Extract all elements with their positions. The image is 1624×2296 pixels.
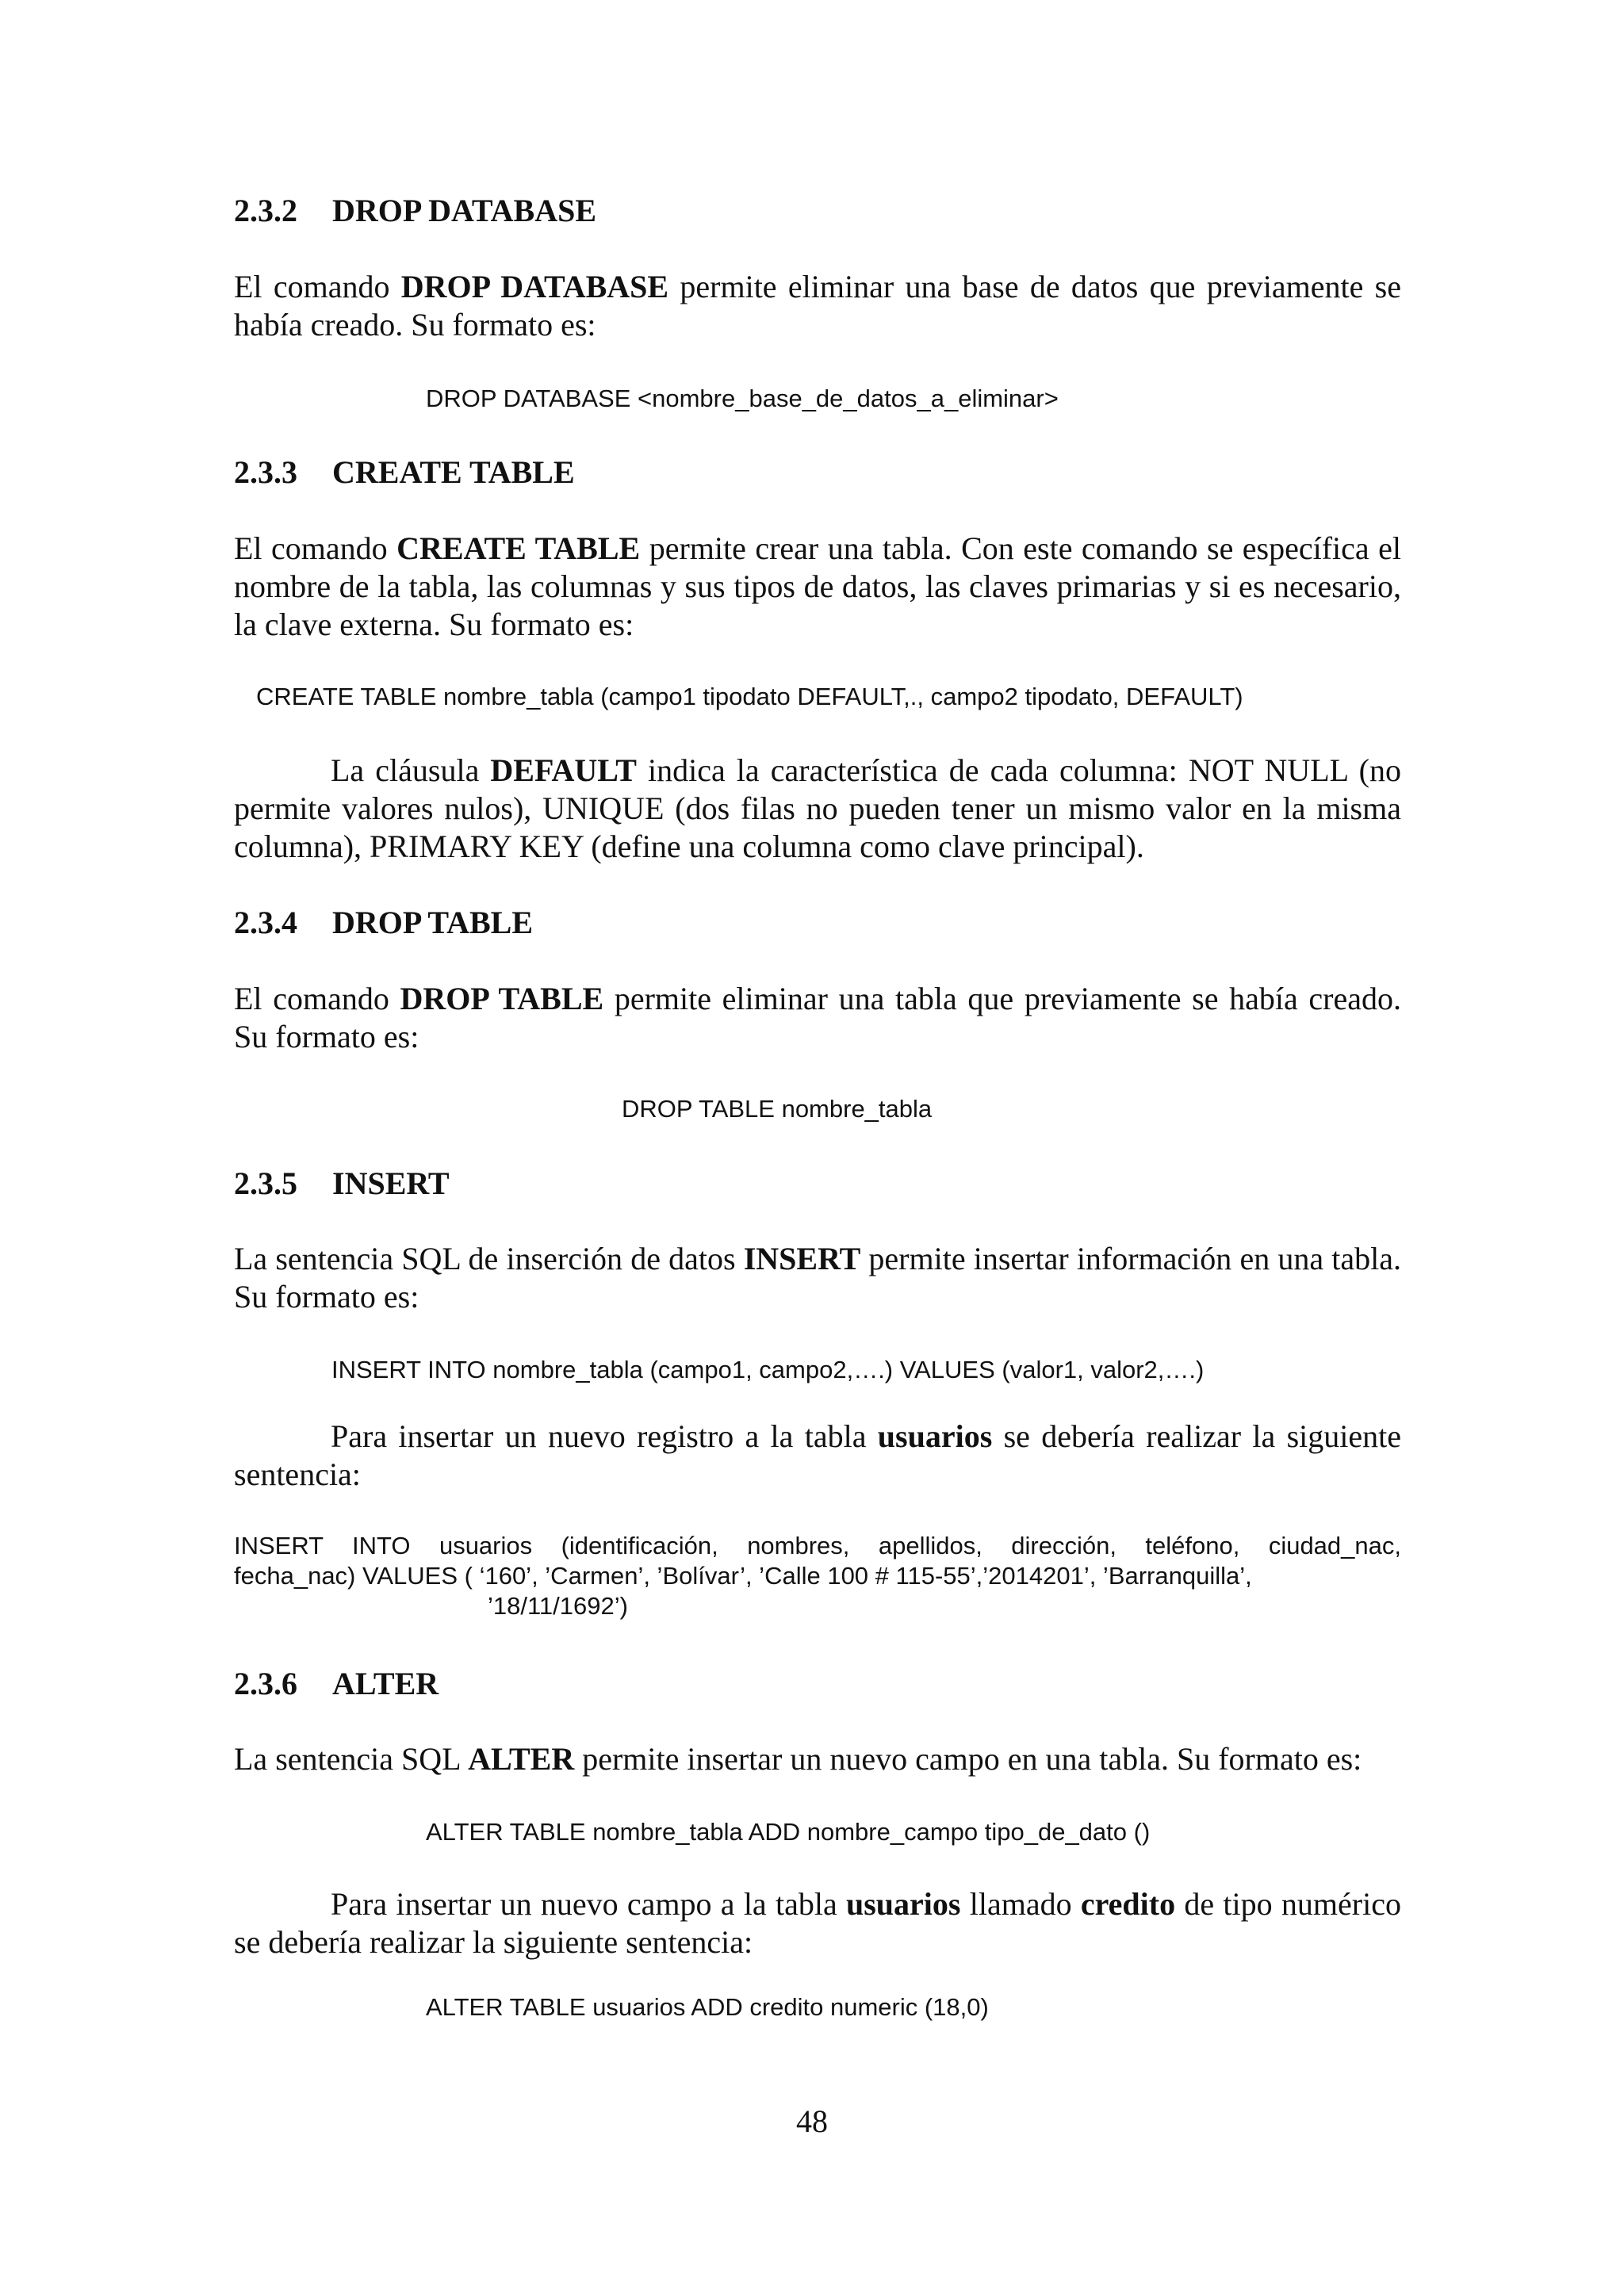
section-title: DROP DATABASE [332, 193, 597, 228]
section-title: DROP TABLE [332, 905, 534, 940]
bold-term: CREATE TABLE [396, 530, 641, 566]
text-run: El comando [234, 530, 397, 566]
bold-term: ALTER [468, 1741, 575, 1777]
code-syntax: DROP TABLE nombre_tabla [622, 1095, 933, 1123]
bold-term: usuarios [845, 1886, 961, 1922]
bold-term: DROP TABLE [400, 981, 604, 1016]
section-heading-2-3-2 [234, 192, 596, 229]
text-run: Para insertar un nuevo campo a la tabla [331, 1886, 846, 1922]
text-run: de tipo numérico se debería realizar la siguiente sentencia: [234, 1886, 1401, 1960]
page-number: 48 [796, 2103, 828, 2139]
section-number: 2.3.2 [234, 193, 297, 228]
section-heading-2-3-4 [234, 904, 533, 941]
section-number: 2.3.6 [234, 1666, 297, 1701]
section-heading-2-3-6 [234, 1665, 439, 1702]
code-example: ALTER TABLE usuarios ADD credito numeric (18,0) [426, 1993, 989, 2021]
paragraph [234, 1240, 1401, 1316]
text-run: El comando [234, 269, 401, 304]
section-heading-2-3-3 [234, 453, 575, 491]
paragraph [234, 1418, 1401, 1494]
code-example [234, 1531, 1401, 1621]
paragraph [234, 268, 1401, 344]
section-number: 2.3.3 [234, 454, 297, 490]
bold-term: DEFAULT [490, 752, 637, 788]
code-syntax: DROP DATABASE <nombre_base_de_datos_a_eliminar> [426, 385, 1059, 412]
bold-term: INSERT [743, 1241, 861, 1276]
text-run: indica la característica de cada columna: NOT NULL (no permite valores nulos), UNIQUE (dos filas no pueden tener un mismo valor en la misma columna), PRIMARY KEY (define una columna como clave principal). [234, 752, 1401, 864]
section-number: 2.3.5 [234, 1165, 297, 1201]
paragraph [234, 1885, 1401, 1961]
text-run: El comando [234, 981, 400, 1016]
code-syntax: CREATE TABLE nombre_tabla (campo1 tipodato DEFAULT,., campo2 tipodato, DEFAULT) [256, 683, 1243, 710]
text-run: permite insertar un nuevo campo en una tabla. Su formato es: [574, 1741, 1362, 1777]
text-run: La sentencia SQL [234, 1741, 469, 1777]
text-run: permite eliminar una base de datos que previamente se había creado. Su formato es: [234, 269, 1402, 342]
bold-term: usuarios [877, 1418, 993, 1454]
section-heading-2-3-5 [234, 1165, 450, 1202]
code-syntax: INSERT INTO nombre_tabla (campo1, campo2,….) VALUES (valor1, valor2,….) [331, 1356, 1205, 1383]
code-line: fecha_nac) VALUES ( ‘160’, ’Carmen’, ’Bolívar’, ’Calle 100 # 115-55’,’2014201’, ’Barranquilla’, [234, 1562, 1252, 1590]
code-line: ’18/11/1692’) [488, 1592, 628, 1620]
text-run: permite insertar información en una tabla. Su formato es: [234, 1241, 1401, 1314]
text-run: La sentencia SQL de inserción de datos [234, 1241, 744, 1276]
text-run: permite crear una tabla. Con este comando se específica el nombre de la tabla, las columnas y sus tipos de datos, las claves primarias y si es necesario, la clave externa. Su formato es: [234, 530, 1402, 642]
text-run: llamado [960, 1886, 1081, 1922]
paragraph [234, 752, 1401, 866]
section-number: 2.3.4 [234, 905, 297, 940]
text-run: permite eliminar una tabla que previamente se había creado. Su formato es: [234, 981, 1402, 1054]
bold-term: DROP DATABASE [400, 269, 669, 304]
paragraph [234, 530, 1401, 644]
text-run: se debería realizar la siguiente sentencia: [234, 1418, 1401, 1492]
section-title: INSERT [332, 1165, 450, 1201]
bold-term: credito [1080, 1886, 1176, 1922]
text-run: Para insertar un nuevo registro a la tabla [331, 1418, 878, 1454]
text-run: La cláusula [331, 752, 491, 788]
code-syntax: ALTER TABLE nombre_tabla ADD nombre_campo tipo_de_dato () [426, 1818, 1151, 1846]
paragraph [234, 1740, 1401, 1778]
code-line: INSERT INTO usuarios (identificación, nombres, apellidos, dirección, teléfono, ciudad_nac, [234, 1532, 1401, 1559]
paragraph [234, 980, 1401, 1056]
section-title: ALTER [332, 1666, 439, 1701]
section-title: CREATE TABLE [332, 454, 575, 490]
